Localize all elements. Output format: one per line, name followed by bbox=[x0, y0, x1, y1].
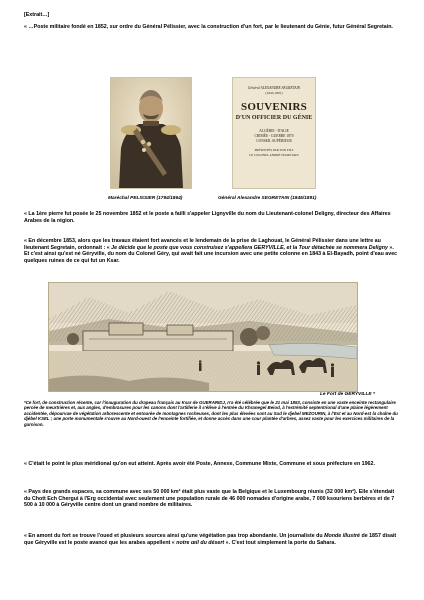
book-sub-line-2: CRIMÉE - GUERRE 1870 bbox=[254, 134, 294, 138]
monde-illustre-title: Monde illustré bbox=[324, 533, 360, 539]
paragraph-naming-part-1: « En décembre 1853, alors que les travaux étaient fort avancés et le lendemain de la prise de Laghouat, le Général Pélissier dans une lettre au lieutenant Segretain, ordonnait : « bbox=[24, 238, 381, 251]
pelissier-quote: Je décide que le poste que vous construisez s'appellera GERYVILLE, et la Tour détachée se nommera Deligny bbox=[111, 244, 388, 251]
paragraph-southernmost: « C'était le point le plus méridional qu'on eut atteint. Après avoir été Poste, Annexe, Commune Mixte, Commune et sous préfecture en 1962. bbox=[24, 461, 375, 467]
oeil-du-desert-quote: notre œil du désert bbox=[176, 539, 225, 546]
book-subtitle: D'UN OFFICIER DU GÉNIE bbox=[235, 115, 313, 121]
book-author: Général ALEXANDRE SEGRETAIN bbox=[247, 86, 301, 90]
paragraph-first-stone: « La 1ère pierre fut posée le 25 novembre 1852 et le poste a failli s'appeler Lignyville du nom du Lieutenant-colonel Deligny, directeur des Affaires Arabes de la région. bbox=[24, 211, 391, 224]
pelissier-portrait-photo bbox=[110, 77, 192, 189]
pelissier-portrait-image bbox=[111, 78, 191, 188]
paragraph-naming bbox=[24, 238, 398, 264]
paragraph-upstream-part-2: de 1857 disait que Géryville est le poste avancé que les arabes appellent « bbox=[24, 533, 397, 546]
paragraph-naming-part-2: ». Et c'est ainsi qu'est né Géryville, du nom du Colonel Géry, qui avait fait une incursion avec une petite colonne en 1843 à El-Bayadh, point d'eau avec quelques ruines de ce qui fut un Ksar. bbox=[24, 244, 398, 264]
book-sub-line-5: LE COLONEL ANDRÉ SEGRETAIN bbox=[249, 153, 299, 157]
book-title: SOUVENIRS bbox=[241, 101, 307, 113]
segretain-book-cover bbox=[232, 77, 316, 189]
extrait-label: [Extrait…] bbox=[24, 12, 50, 18]
engraving-label: Le Fort de GERYVILLE * bbox=[320, 392, 375, 397]
paragraph-great-spaces: « Pays des grands espaces, sa commune avec ses 50 000 km² était plus vaste que la Belgique et le Luxembourg réunis (32 000 km²). Elle s'étendait du Chott Ech Chergui à l'Erg occidental avec seulement une population rurale de 46 000 nomades d'origine arabe, 7 000 ksouriens berbères et de 7 500 à 10 000 à Géryville centre dont un grand nombre de militaires. bbox=[24, 489, 395, 509]
paragraph-intro: « …Poste militaire fondé en 1852, sur ordre du Général Pélissier, avec la construction d'un fort, par le lieutenant du Génie, futur Général Segretain. bbox=[24, 24, 393, 30]
fort-geryville-engraving bbox=[48, 282, 358, 392]
paragraph-upstream-part-1: « En amont du fort se trouve l'oued et plusieurs sources ainsi qu'une végétation pas trop abondante. Un journaliste du bbox=[24, 533, 325, 539]
paragraph-upstream-part-3: ». C'est tout simplement la porte du Sahara. bbox=[224, 539, 336, 546]
fort-engraving-image bbox=[49, 283, 357, 391]
book-sub-line-4: PRÉSENTÉS PAR SON FILS bbox=[254, 148, 294, 152]
caption-segretain: Général Alexandre SEGRETAIN (1845/1891) bbox=[218, 196, 317, 201]
footnote: *Ce fort, de construction récente, car l'inauguration du drapeau français au Ksar de GUERARIDJ, n'a été célébrée que le 21 mai 1853, consiste en une vaste enceinte rectangulaire percée de meurtrières et, aux angles, d'embrasures pour les canons dont l'artillerie il s'élève à l'entrée du Khranegel Beiod, à l'extrémité septentrional d'une plaine légèrement accidentée, dépourvue de végétation arborescente et entourée de montagnes rocheuses, dont les plus élevées sont au Sud le djebel MEZOURIN, à l'Est et au Nord-est la chaîne du djébel KSEL ; une porte monumentale s'ouvre au Nord-ouest de l'enceinte fortifiée, et donne accès dans une cour plantée d'arbres, assez vaste pour les exercices militaires de la garnison. bbox=[24, 400, 398, 427]
book-sub-line-3: CONSEIL SUPÉRIEUR bbox=[256, 139, 292, 143]
book-sub-line-1: ALGÉRIE - ITALIE bbox=[259, 129, 289, 133]
paragraph-upstream bbox=[24, 533, 398, 546]
book-dates: (1845-1891) bbox=[265, 91, 283, 95]
caption-pelissier: Maréchal PELISSIER (1794/1864) bbox=[108, 196, 183, 201]
